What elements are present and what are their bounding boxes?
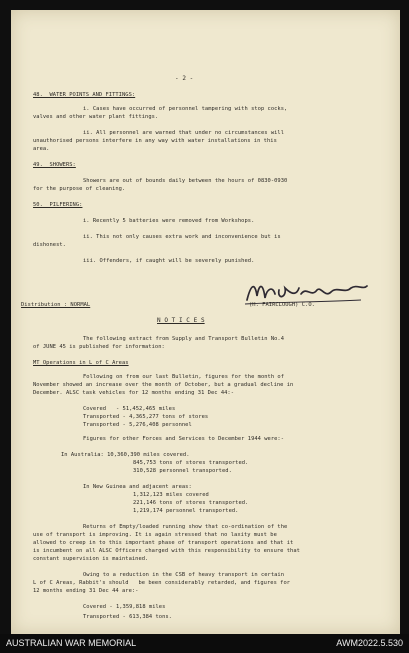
document-page <box>11 10 400 634</box>
section-50-ii-line2: dishonest. <box>33 242 66 248</box>
new-guinea-heading: In New Guinea and adjacent areas: <box>83 484 192 490</box>
page-number: - 2 - <box>175 75 194 82</box>
australia-miles: In Australia: 10,360,390 miles covered. <box>61 452 190 458</box>
section-48-ii-line1: ii. All personnel are warned that under no circumstances will <box>83 130 285 136</box>
new-guinea-personnel: 1,219,174 personnel transported. <box>133 508 239 514</box>
section-50-heading: 50. PILFERING: <box>33 202 83 208</box>
notices-p3-line1: Owing to a reduction in the CSB of heavy transport in certain <box>83 572 285 578</box>
notices-p3-line3: 12 months ending 31 Dec 44 are:- <box>33 588 139 594</box>
notices-intro-line2: of JUNE 45 is published for information: <box>33 344 165 350</box>
footer-left-label: AUSTRALIAN WAR MEMORIAL <box>6 638 137 648</box>
notices-p1-line1: Following on from our last Bulletin, figures for the month of <box>83 374 285 380</box>
section-48-ii-line3: area. <box>33 146 50 152</box>
section-49-line2: for the purpose of cleaning. <box>33 186 126 192</box>
signatory-name: (H. FAIRCLOUGH) C.O. <box>249 302 315 308</box>
alsc-covered: Covered - 51,452,465 miles <box>83 406 176 412</box>
section-48-i-line2: valves and other water plant fittings. <box>33 114 159 120</box>
notices-p2-line5: constant supervision is maintained. <box>33 556 149 562</box>
distribution-line: Distribution : NORMAL <box>21 302 91 308</box>
final-transported: Transported - 613,384 tons. <box>83 614 172 620</box>
notices-p1-line3: December. ALSC task vehicles for 12 months ending 31 Dec 44:- <box>33 390 235 396</box>
archive-footer <box>0 634 409 653</box>
notices-p1-line2: November showed an increase over the month of October, but a gradual decline in <box>33 382 294 388</box>
footer-right-label: AWM2022.5.530 <box>336 638 403 648</box>
notices-intro-line1: The following extract from Supply and Transport Bulletin No.4 <box>83 336 285 342</box>
australia-stores: 845,753 tons of stores transported. <box>133 460 249 466</box>
new-guinea-miles: 1,312,123 miles covered <box>133 492 209 498</box>
notices-p2-line3: allowed to creep in to this important phase of transport operations and that it <box>33 540 294 546</box>
alsc-transported-personnel: Transported - 5,276,408 personnel <box>83 422 192 428</box>
notices-title: N O T I C E S <box>157 317 205 324</box>
section-48-heading: 48. WATER POINTS AND FITTINGS: <box>33 92 136 98</box>
new-guinea-stores: 221,146 tons of stores transported. <box>133 500 249 506</box>
notices-subheading: MT Operations in L of C Areas <box>33 360 129 366</box>
alsc-transported-stores: Transported - 4,365,277 tons of stores <box>83 414 209 420</box>
notices-p2-line1: Returns of Empty/loaded running show that co-ordination of the <box>83 524 288 530</box>
australia-personnel: 310,528 personnel transported. <box>133 468 232 474</box>
notices-p2-line2: use of transport is improving. It is again stressed that no laxity must be <box>33 532 277 538</box>
section-49-line1: Showers are out of bounds daily between the hours of 0830-0930 <box>83 178 288 184</box>
notices-p2-line4: is incumbent on all ALSC Officers charged with this responsibility to ensure that <box>33 548 300 554</box>
section-48-i-line1: i. Cases have occurred of personnel tampering with stop cocks, <box>83 106 288 112</box>
final-covered: Covered - 1,359,818 miles <box>83 604 166 610</box>
section-50-i: i. Recently 5 batteries were removed from Workshops. <box>83 218 255 224</box>
section-50-iii: iii. Offenders, if caught will be severely punished. <box>83 258 255 264</box>
section-50-ii-line1: ii. This not only causes extra work and inconvenience but is <box>83 234 281 240</box>
section-48-ii-line2: unauthorised persons interfere in any way with water installations in this <box>33 138 277 144</box>
other-forces-intro: Figures for other Forces and Services to December 1944 were:- <box>83 436 285 442</box>
notices-p3-line2: L of C Areas, Rabbit's should be been considerably retarded, and figures for <box>33 580 291 586</box>
section-49-heading: 49. SHOWERS: <box>33 162 76 168</box>
